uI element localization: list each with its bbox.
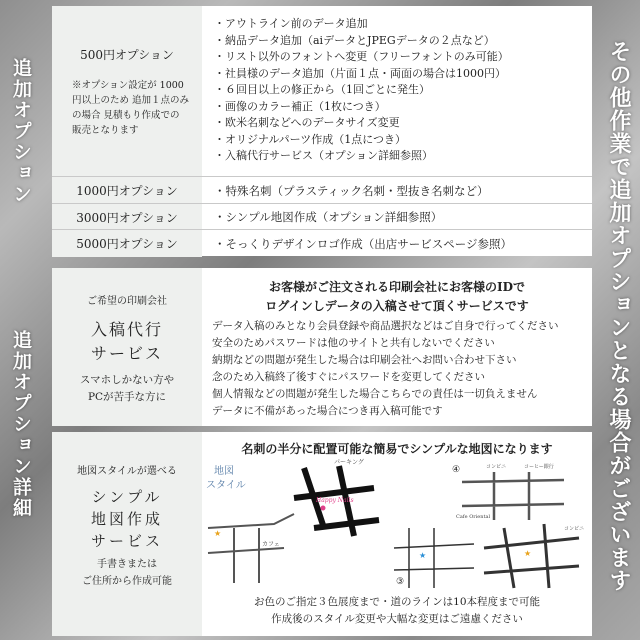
- option-500-price: 500円オプション: [80, 48, 174, 62]
- option-3000-item: ・シンプル地図作成（オプション詳細参照）: [214, 210, 443, 224]
- option-500-label-cell: [52, 6, 202, 176]
- map-sample-5: [484, 524, 584, 588]
- map-star-1: ★: [214, 529, 222, 538]
- list-item: ・リスト以外のフォントへ変更（フリーフォントのみ可能）: [214, 50, 509, 63]
- option-1000-item: ・特殊名刺（プラスティック名刺・型抜き名刺など）: [214, 183, 489, 198]
- map-title-line3: サービス: [90, 532, 163, 550]
- map-foot: [202, 594, 592, 628]
- list-item: ・アウトライン前のデータ追加: [214, 17, 368, 30]
- map-roads-3: [394, 528, 474, 588]
- option-row-1000: [52, 176, 592, 204]
- map-sample-4: [452, 463, 564, 520]
- map-star-5: ★: [524, 549, 532, 558]
- side-label-additional-options: 追加オプション: [10, 58, 32, 205]
- list-item: 念のため入稿終了後すぐにパスワードを変更してください: [212, 371, 485, 383]
- map-title-line2: 地図作成: [90, 510, 163, 528]
- map-pin-icon: [321, 506, 326, 511]
- map-sample-2: [294, 458, 379, 536]
- side-label-option-details: 追加オプション詳細: [10, 330, 32, 519]
- map-title: [52, 486, 202, 552]
- nyuko-sub: [52, 372, 202, 406]
- list-item: 納期などの問題が発生した場合は印刷会社へお問い合わせ下さい: [212, 354, 517, 366]
- option-row-500: [52, 6, 592, 176]
- nyuko-title-line2: サービス: [90, 344, 163, 363]
- map-star-3: ★: [419, 551, 427, 560]
- map-num-4: ④: [452, 465, 461, 475]
- option-500-list: [214, 16, 509, 165]
- list-item: ・入稿代行サービス（オプション詳細参照）: [214, 149, 434, 162]
- nyuko-service-panel: [52, 268, 592, 426]
- option-row-3000: [52, 203, 592, 230]
- list-item: ・オリジナルパーツ作成（1点につき）: [214, 132, 407, 146]
- map-cafe-label: カフェ: [262, 541, 280, 548]
- nyuko-notes-list: [212, 318, 559, 420]
- map-sample-1: [206, 464, 294, 583]
- map-style-samples: [204, 458, 589, 592]
- map-style-label-1: 地図: [214, 466, 234, 477]
- option-1000-price: 1000円オプション: [52, 177, 202, 204]
- simple-map-panel: [52, 432, 592, 636]
- map-foot-line1: お色のご指定３色展度まで・道のラインは10本程度まで可能: [253, 596, 541, 608]
- map-style-label-2: スタイル: [206, 480, 246, 491]
- side-label-other-work-note: その他作業で追加オプションとなる場合がございます: [606, 40, 632, 592]
- list-item: ・画像のカラー補正（1枚につき）: [214, 99, 386, 113]
- map-bank-label: コーヒー銀行: [524, 464, 554, 470]
- nyuko-headline-line1: お客様がご注文される印刷会社にお客様のIDで: [268, 280, 526, 294]
- list-item: ・欧米名刺などへのデータサイズ変更: [214, 116, 400, 129]
- list-item: データに不備があった場合につき再入稿可能です: [212, 405, 443, 417]
- options-panel: [52, 6, 592, 256]
- option-3000-price: 3000円オプション: [52, 204, 202, 230]
- nyuko-head: ご希望の印刷会社: [87, 296, 167, 307]
- list-item: ・納品データ追加（aiデータとJPEGデータの２点など）: [214, 33, 495, 47]
- map-title-line1: シンプル: [91, 488, 163, 506]
- list-item: データ入稿のみとなり会員登録や商品選択などはご自身で行ってください: [212, 320, 559, 332]
- list-item: ・社員様のデータ追加（片面１点・両面の場合は1000円）: [214, 66, 506, 80]
- map-roads-5: [484, 524, 579, 588]
- nyuko-sub-line2: PCが苦手な方に: [87, 391, 167, 403]
- map-sub-line2: ご住所から作成可能: [82, 576, 172, 587]
- nyuko-headline: [202, 278, 592, 316]
- option-row-5000: [52, 229, 592, 257]
- map-foot-line2: 作成後のスタイル変更や大幅な変更はご遠慮ください: [271, 613, 523, 625]
- option-5000-item: ・そっくりデザインロゴ作成（出店サービスページ参照）: [214, 236, 512, 251]
- list-item: 安全のためパスワードは他のサイトと共有しないでください: [212, 337, 495, 349]
- map-conv-label: コンビニ: [486, 464, 507, 470]
- list-item: ・６回目以上の修正から（1回ごとに発生）: [214, 83, 430, 96]
- map-head: 地図スタイルが選べる: [77, 466, 177, 477]
- nyuko-headline-line2: ログインしデータの入稿させて頂くサービスです: [265, 299, 529, 313]
- option-500-note: ※オプション設定が 1000円以上のため 追加１点のみの場合 見積もり作成での 販売となります: [72, 80, 190, 136]
- map-conv-label-2: コンビニ: [564, 526, 585, 532]
- map-shop-label: Happy Nails: [316, 497, 354, 504]
- map-parking-label: パーキング: [334, 459, 364, 466]
- nyuko-sub-line1: スマホしかない方や: [79, 374, 175, 386]
- map-sub-line1: 手書きまたは: [97, 559, 157, 570]
- map-roads-4: [462, 472, 564, 520]
- list-item: 個人情報などの問題が発生した場合こちらでの責任は一切負えません: [212, 388, 538, 400]
- map-sample-3: [394, 528, 474, 588]
- map-cafe-oriental-label: Cafe Oriental: [456, 514, 491, 520]
- nyuko-title: [52, 318, 202, 366]
- map-headline: 名刺の半分に配置可能な簡易でシンプルな地図になります: [241, 442, 553, 456]
- map-sub: [52, 556, 202, 590]
- option-5000-price: 5000円オプション: [52, 230, 202, 257]
- nyuko-title-line1: 入稿代行: [90, 320, 163, 339]
- map-num-3: ③: [396, 577, 405, 587]
- map-roads-1: [208, 514, 294, 583]
